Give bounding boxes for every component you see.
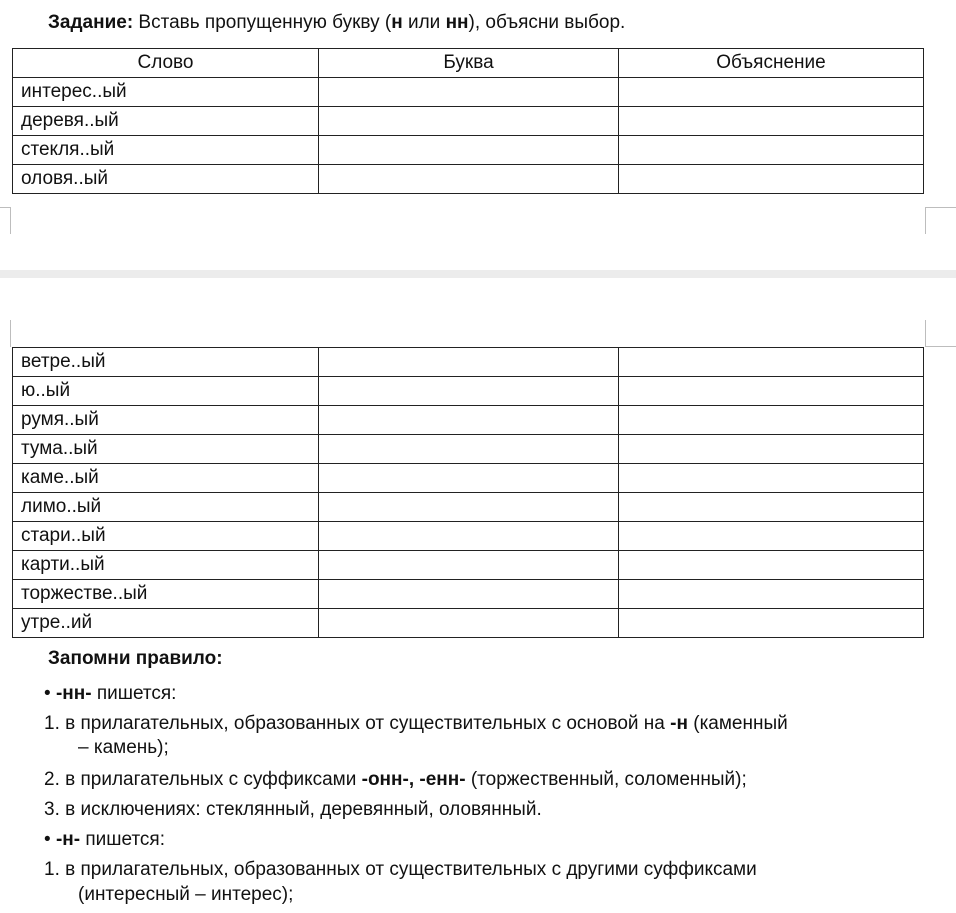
explanation-cell[interactable] xyxy=(619,107,924,136)
nn-heading: • -нн- пишется: xyxy=(44,683,177,704)
explanation-cell[interactable] xyxy=(619,406,924,435)
word-cell: деревя..ый xyxy=(13,107,319,136)
task-text xyxy=(48,12,625,34)
table-row xyxy=(13,165,924,194)
table-header-row xyxy=(13,49,924,78)
table-row xyxy=(13,493,924,522)
letter-cell[interactable] xyxy=(319,435,619,464)
word-cell: румя..ый xyxy=(13,406,319,435)
rule-item-1-cont: – камень); xyxy=(78,737,169,758)
task-text-a: Вставь пропущенную букву ( xyxy=(133,12,392,33)
rule-item-4: 1. в прилагательных, образованных от существительных с другими суффиксами xyxy=(44,859,757,880)
n-heading: • -н- пишется: xyxy=(44,829,165,850)
letter-cell[interactable] xyxy=(319,78,619,107)
table-row xyxy=(13,377,924,406)
corner-mark xyxy=(925,207,926,234)
letter-cell[interactable] xyxy=(319,580,619,609)
word-table-page-2 xyxy=(12,347,924,638)
header-letter: Буква xyxy=(319,49,619,78)
letter-cell[interactable] xyxy=(319,609,619,638)
letter-cell[interactable] xyxy=(319,551,619,580)
task-or: или xyxy=(402,12,446,33)
rule-item-1: 1. в прилагательных, образованных от существительных с основой на -н (каменный xyxy=(44,713,788,734)
word-cell: стекля..ый xyxy=(13,136,319,165)
letter-cell[interactable] xyxy=(319,493,619,522)
explanation-cell[interactable] xyxy=(619,493,924,522)
letter-cell[interactable] xyxy=(319,107,619,136)
header-word: Слово xyxy=(13,49,319,78)
explanation-cell[interactable] xyxy=(619,522,924,551)
corner-mark xyxy=(10,207,11,234)
table-row xyxy=(13,435,924,464)
rule-item-2: 2. в прилагательных с суффиксами -онн-, -енн- (торжественный, соломенный); xyxy=(44,769,747,790)
word-cell: карти..ый xyxy=(13,551,319,580)
corner-mark xyxy=(925,320,926,347)
explanation-cell[interactable] xyxy=(619,580,924,609)
table-row xyxy=(13,406,924,435)
task-label: Задание: xyxy=(48,12,134,33)
task-n: н xyxy=(391,12,403,33)
explanation-cell[interactable] xyxy=(619,377,924,406)
word-cell: утре..ий xyxy=(13,609,319,638)
table-row xyxy=(13,136,924,165)
letter-cell[interactable] xyxy=(319,348,619,377)
explanation-cell[interactable] xyxy=(619,78,924,107)
task-text-b: ), объясни выбор. xyxy=(468,12,626,33)
word-cell: ю..ый xyxy=(13,377,319,406)
word-cell: стари..ый xyxy=(13,522,319,551)
corner-mark xyxy=(10,320,11,347)
header-explanation: Объяснение xyxy=(619,49,924,78)
table-row xyxy=(13,551,924,580)
table-row xyxy=(13,522,924,551)
letter-cell[interactable] xyxy=(319,464,619,493)
rule-title: Запомни правило: xyxy=(48,648,223,669)
table-row xyxy=(13,107,924,136)
letter-cell[interactable] xyxy=(319,165,619,194)
word-cell: ветре..ый xyxy=(13,348,319,377)
table-row xyxy=(13,78,924,107)
explanation-cell[interactable] xyxy=(619,435,924,464)
rule-item-4-cont: (интересный – интерес); xyxy=(78,884,294,905)
word-table-page-1 xyxy=(12,48,924,194)
letter-cell[interactable] xyxy=(319,136,619,165)
word-cell: тума..ый xyxy=(13,435,319,464)
word-cell: лимо..ый xyxy=(13,493,319,522)
corner-mark xyxy=(925,346,956,347)
explanation-cell[interactable] xyxy=(619,464,924,493)
corner-mark xyxy=(0,207,10,208)
word-cell: каме..ый xyxy=(13,464,319,493)
explanation-cell[interactable] xyxy=(619,609,924,638)
table-row xyxy=(13,609,924,638)
letter-cell[interactable] xyxy=(319,522,619,551)
page-gap xyxy=(0,270,956,278)
table-row xyxy=(13,464,924,493)
corner-mark xyxy=(925,207,956,208)
explanation-cell[interactable] xyxy=(619,348,924,377)
letter-cell[interactable] xyxy=(319,377,619,406)
explanation-cell[interactable] xyxy=(619,136,924,165)
explanation-cell[interactable] xyxy=(619,165,924,194)
explanation-cell[interactable] xyxy=(619,551,924,580)
task-nn: нн xyxy=(445,12,469,33)
word-cell: интерес..ый xyxy=(13,78,319,107)
rule-item-3: 3. в исключениях: стеклянный, деревянный, оловянный. xyxy=(44,799,542,820)
word-cell: оловя..ый xyxy=(13,165,319,194)
table-row xyxy=(13,348,924,377)
letter-cell[interactable] xyxy=(319,406,619,435)
word-cell: торжестве..ый xyxy=(13,580,319,609)
table-row xyxy=(13,580,924,609)
